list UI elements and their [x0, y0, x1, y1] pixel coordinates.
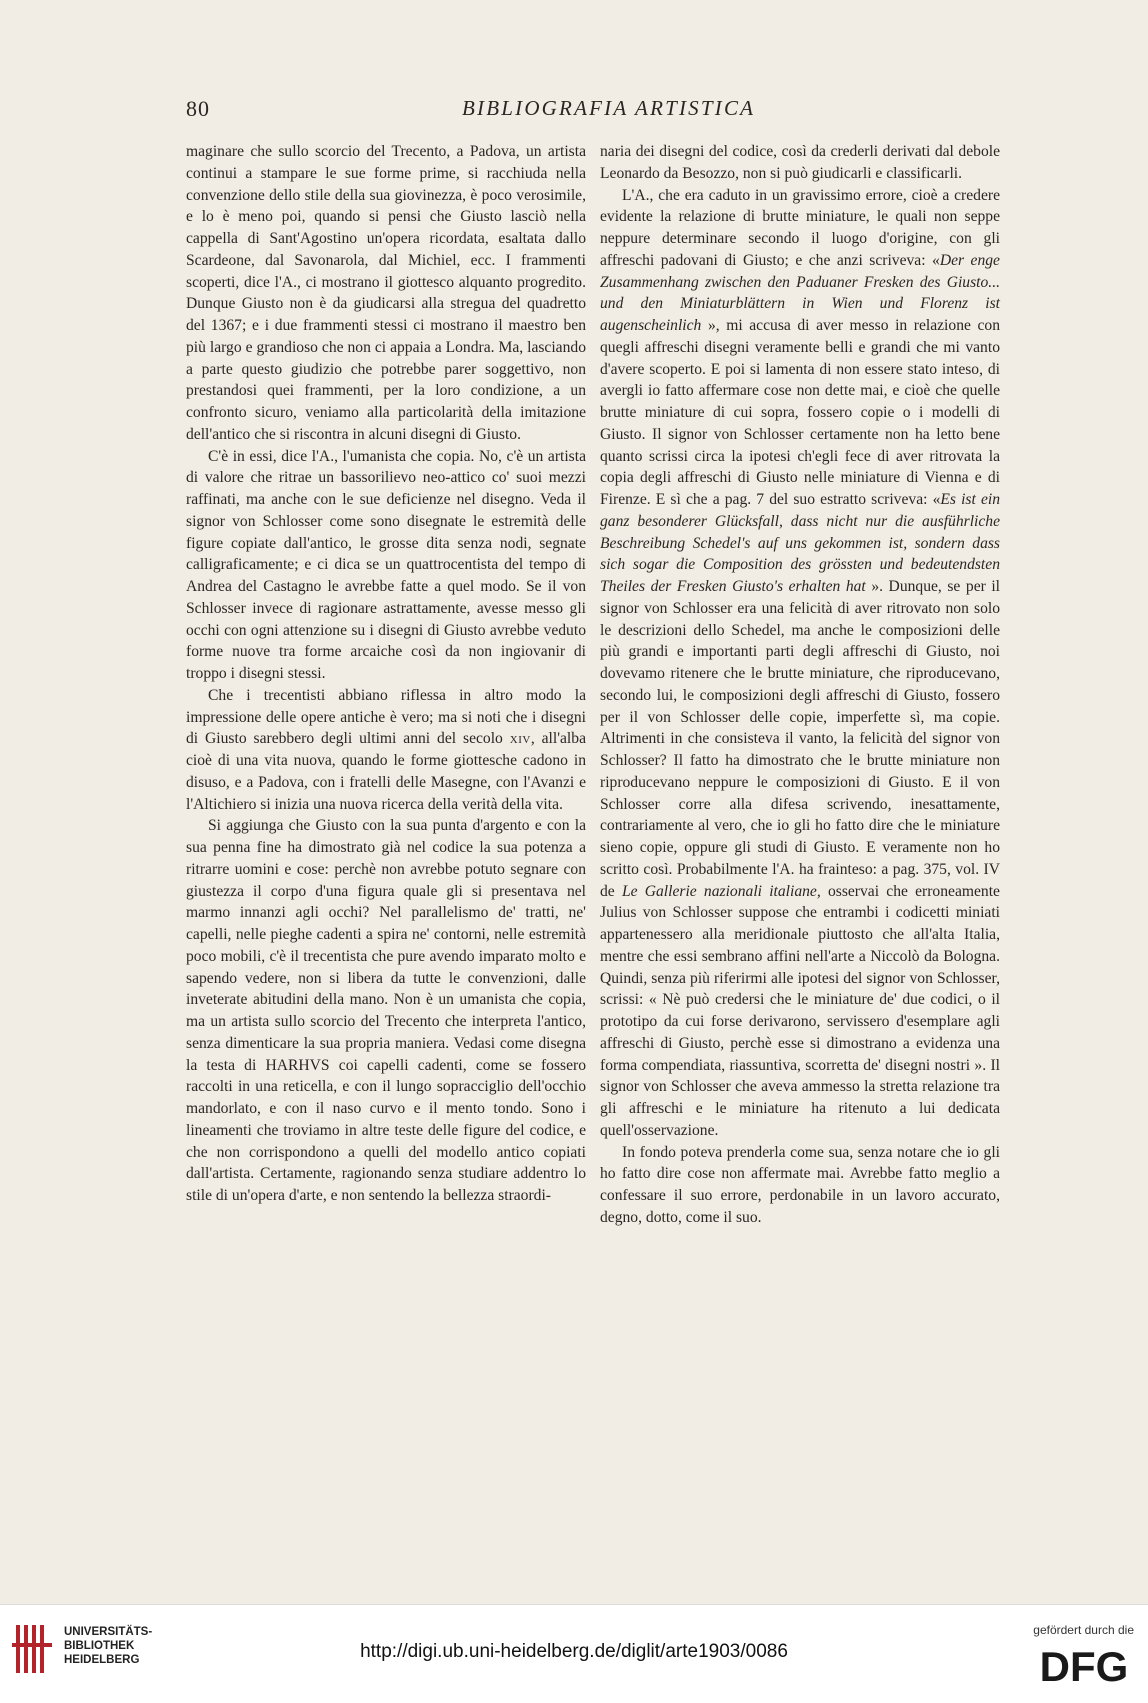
journal-title: Le Gallerie nazionali italiane,	[621, 882, 821, 900]
left-column	[186, 141, 586, 1207]
paragraph: L'A., che era caduto in un gravissimo errore, cioè a credere evidente la relazione di brutte miniature, le quali non seppe neppure determinare secondo il luogo d'origine, con gli affreschi padovani di Giusto; e che anzi scriveva: «Der enge Zusammenhang zwischen den Paduaner Fresken des Giusto... und den Miniaturblättern in Wien und Florenz ist augenscheinlich », mi accusa di aver messo in relazione con quegli affreschi disegni veramente belli e grandi che mi vanto d'avere scoperto. E poi si lamenta di non essere stato inteso, di avergli io fatto affermare cose non dette mai, e cioè che quelle brutte miniature di cui sopra, fossero copie o i modelli di Giusto. Il signor von Schlosser certamente non ha letto bene quanto scrissi circa la ipotesi ch'egli fece di aver ritrovata la copia degli affreschi di Giusto nelle miniature di Vienna e di Firenze. E sì che a pag. 7 del suo estratto scriveva: «Es ist ein ganz besonderer Glücksfall, dass nicht nur die ausführliche Beschreibung Schedel's auf uns gekommen ist, sondern dass sich sogar die Composition des grössten und bedeutendsten Theiles der Fresken Giusto's erhalten hat ». Dunque, se per il signor von Schlosser era una felicità di aver ritrovato non solo le descrizioni dello Schedel, ma anche le composizioni delle più grandi e importanti parti degli affreschi di Giusto, noi dovevamo ritenere che le brutte miniature, che riproducevano, secondo lui, le composizioni degli affreschi di Giusto, fossero per il von Schlosser delle copie, imperfette sì, ma copie. Altrimenti in che consisteva il vanto, la felicità del signor von Schlosser? Il fatto ha dimostrato che le brutte miniature non riproducevano neppure le composizioni di Giusto. E il von Schlosser corre alla difesa scrivendo, inesattamente, contrariamente al vero, che io gli ho fatto dire che le miniature sieno copie, oppure gli studi di Giusto. E veramente non ho scritto così. Probabilmente l'A. ha frainteso: a pag. 375, vol. IV de Le Gallerie nazionali italiane, osservai che erroneamente Julius von Schlosser suppose che entrambi i codicetti miniati appartenessero alla meridionale piuttosto che all'alta Italia, mentre che essi sembrano affini nell'arte a Niccolò da Bologna. Quindi, senza più riferirmi alle ipotesi del signor von Schlosser, scrissi: « Nè può credersi che le miniature de' due codici, o il prototipo da cui forse derivarono, servissero d'esemplare agli affreschi di Giusto, perchè esse si dimostrano a evidenza una forma compendiata, riassuntiva, scorretta de' disegni nostri ». Il signor von Schlosser che aveva ammesso la stretta relazione tra gli affreschi e le miniature ha ritenuto a lui dedicata quell'osservazione.	[600, 186, 1001, 1139]
paragraph: In fondo poteva prenderla come sua, senza notare che io gli ho fatto dire cose non affermate mai. Avrebbe fatto meglio a confessare il suo errore, perdonabile in un lavoro accurato, degno, dotto, come il suo.	[600, 1143, 1000, 1226]
funding-caption: gefördert durch die	[1033, 1623, 1134, 1637]
running-head: BIBLIOGRAFIA ARTISTICA	[462, 96, 756, 120]
paragraph: naria dei disegni del codice, così da crederli derivati dal debole Leonardo da Besozzo, non si può giudicarli e classificarli.	[600, 143, 1000, 182]
german-quote: Es ist ein ganz besonderer Glücksfall, dass nicht nur die ausführliche Beschreibung Schedel's auf uns gekommen ist, sondern dass sich sogar die Composition des grössten und bedeutendsten Theiles der Fresken Giusto's erhalten hat	[600, 491, 1000, 595]
permalink-url[interactable]: http://digi.ub.uni-heidelberg.de/diglit/arte1903/0086	[360, 1641, 788, 1662]
svg-text:DFG: DFG	[1039, 1643, 1129, 1687]
century-numeral: xiv	[509, 730, 531, 748]
viewer-footer	[0, 1604, 1148, 1703]
page-number: 80	[186, 96, 210, 121]
right-column	[600, 141, 1000, 1229]
paragraph: maginare che sullo scorcio del Trecento, a Padova, un artista continui a stampare le sue forme prime, si racchiuda nella convenzione dello stile della sua giovinezza, è poco verosimile, e lo è meno poi, quando si pensi che Giusto lasciò nella cappella di Sant'Agostino un'opera ricordata, esaltata dallo Scardeone, dal Savonarola, dal Michiel, ecc. I frammenti scoperti, dice l'A., ci mostrano il giottesco alquanto progredito. Dunque Giusto non è da giudicarsi alla stregua del quadretto del 1367; e i due frammenti stessi ci mostrano il maestro ben più largo e grandioso che non ci appaia a Londra. Ma, lasciando a parte questo giudizio che potrebbe parer soggettivo, non prestandosi quei frammenti, per la loro condizione, a un confronto sicuro, veniamo alla particolarità della imitazione dell'antico che si riscontra in alcuni disegni di Giusto.	[186, 143, 586, 443]
dfg-logo-icon	[1034, 1643, 1134, 1687]
paragraph: C'è in essi, dice l'A., l'umanista che copia. No, c'è un artista di valore che ritrae un bassorilievo neo-attico co' suoi mezzi raffinati, ma anche con le sue deficienze nel disegno. Veda il signor von Schlosser come sono disegnate le estremità delle figure copiate dall'antico, le grosse dita senza nodi, segnate calligraficamente; e ci dica se un quattrocentista del tempo di Andrea del Castagno le avrebbe fatte a quel modo. Se il von Schlosser invece di ragionare astrattamente, avesse messo gli occhi con ogni attenzione su i disegni di Giusto avrebbe veduto forme nuove tra forme arcaiche così da non ingiovanir di troppo i disegni stessi.	[186, 447, 586, 682]
german-quote: Der enge Zusammenhang zwischen den Paduaner Fresken des Giusto... und den Miniaturblättern in Wien und Florenz ist augenscheinlich	[600, 251, 1000, 334]
paragraph: Si aggiunga che Giusto con la sua punta d'argento e con la sua penna fine ha dimostrato già nel codice la sua potenza a ritrarre uomini e cose: perchè non avrebbe potuto segnare con giustezza il corpo d'una figura quale gli si presentava nel marmo innanzi agli occhi? Nel parallelismo de' tratti, ne' capelli, nelle pieghe cadenti a spira ne' contorni, nelle estremità poco mobili, c'è il trecentista che pure avendo imparato molto e sapendo vedere, non si libera da tutte le convenzioni, dalle inveterate abitudini della mano. Non è un umanista che copia, ma un artista sullo scorcio del Trecento che interpreta l'antico, senza dimenticare la sua propria maniera. Vedasi come disegna la testa di HARHVS coi capelli cadenti, come se fossero raccolti in una reticella, e con il lungo sopracciglio dell'occhio mandorlato, e con il naso curvo e il mento tondo. Sono i lineamenti che troviamo in altre teste delle figure del codice, e che non corrispondono a quelli del modello antico copiati dall'artista. Certamente, ragionando senza studiare addentro lo stile di un'opera d'arte, e non sentendo la bellezza straordi-	[186, 817, 586, 1204]
paragraph: Che i trecentisti abbiano riflessa in altro modo la impressione delle opere antiche è vero; ma si noti che i disegni di Giusto sarebbero degli ultimi anni del secolo xiv, all'alba cioè di una vita nuova, quando le forme giottesche cadono in disuso, e a Padova, con i fratelli delle Masegne, con l'Avanzi e l'Altichiero si inizia una nuova ricerca della verità della vita.	[186, 686, 586, 813]
library-name: UNIVERSITÄTS- BIBLIOTHEK HEIDELBERG	[64, 1626, 153, 1666]
